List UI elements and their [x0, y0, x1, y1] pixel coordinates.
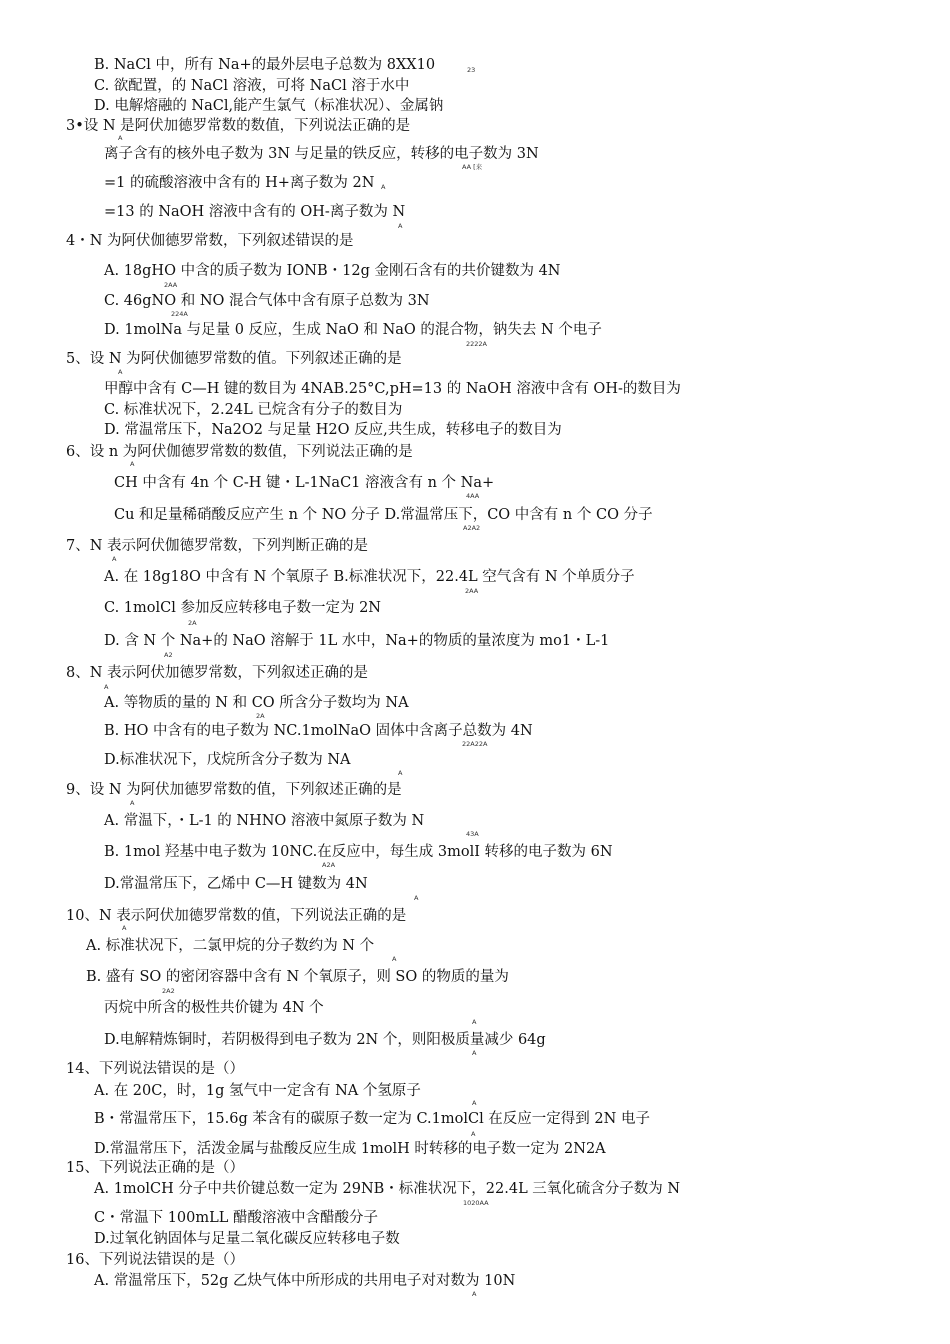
question-8-heading: 8、N 表示阿伏加德罗常数，下列叙述正确的是 — [66, 665, 369, 681]
text-line: =13 的 NaOH 溶液中含有的 OH-离子数为 N — [104, 204, 406, 220]
subscript-mark: A2A — [322, 861, 336, 869]
option-line: D.标准状况下，戊烷所含分子数为 NA — [104, 752, 351, 768]
option-line: C. 标准状况下，2.24L 已烷含有分子的数目为 — [104, 402, 403, 418]
subscript-mark: 2A2 — [162, 987, 175, 995]
option-line: D.过氧化钠固体与足量二氧化碳反应转移电子数 — [94, 1231, 400, 1247]
question-4-heading: 4・N 为阿伏伽德罗常数，下列叙述错误的是 — [66, 233, 354, 249]
subscript-mark: A — [118, 368, 123, 376]
subscript-mark: A — [398, 769, 403, 777]
subscript-mark: A — [381, 183, 386, 191]
text-line: D. 电解熔融的 NaCl,能产生氯气（标准状况）、金属钠 — [94, 98, 444, 114]
subscript-mark: 2A — [188, 619, 197, 627]
option-line: D.常温常压下，乙烯中 C—H 键数为 4N — [104, 876, 368, 892]
subscript-mark: 2222A — [466, 340, 487, 348]
subscript-mark: A — [118, 134, 123, 142]
question-14-heading: 14、下列说法错误的是（） — [66, 1061, 244, 1077]
option-line: 甲醇中含有 C—H 键的数目为 4NAB.25°C,pH=13 的 NaOH 溶液中含有 OH-的数目为 — [104, 381, 681, 397]
option-line: D. 常温常压下，Na2O2 与足量 H2O 反应,共生成，转移电子的数目为 — [104, 422, 562, 438]
text-line: B. NaCl 中，所有 Na+的最外层电子总数为 8XX10 — [94, 57, 436, 73]
option-line: CH 中含有 4n 个 C-H 键・L-1NaC1 溶液含有 n 个 Na+ — [114, 475, 495, 491]
subscript-mark: 224A — [171, 310, 188, 318]
subscript-mark: A — [471, 1130, 476, 1138]
subscript-mark: A2 — [164, 651, 173, 659]
option-line: C・常温下 100mLL 醋酸溶液中含醋酸分子 — [94, 1210, 378, 1226]
subscript-mark: A — [472, 1049, 477, 1057]
subscript-mark: 2AA — [164, 281, 178, 289]
subscript-mark: 22A22A — [462, 740, 488, 748]
text-line: C. 欲配置，的 NaCl 溶液，可将 NaCl 溶于水中 — [94, 78, 410, 94]
question-5-heading: 5、设 N 为阿伏伽德罗常数的值。下列叙述正确的是 — [66, 351, 402, 367]
option-line: A. 1molCH 分子中共价键总数一定为 29NB・标准状况下，22.4L 三氧化硫含分子数为 N — [94, 1181, 681, 1197]
subscript-mark: A — [130, 799, 135, 807]
option-line: A. 常温下，・L-1 的 NHNO 溶液中氮原子数为 N — [104, 813, 425, 829]
option-line: C. 46gNO 和 NO 混合气体中含有原子总数为 3N — [104, 293, 430, 309]
subscript-mark: 43A — [466, 830, 479, 838]
subscript-mark: A — [398, 222, 403, 230]
subscript-mark: 1020AA — [463, 1199, 489, 1207]
subscript-mark: A — [472, 1018, 477, 1026]
text-line: 离子含有的核外电子数为 3N 与足量的铁反应，转移的电子数为 3N — [104, 146, 539, 162]
option-line: B. 盛有 SO 的密闭容器中含有 N 个氧原子，则 SO 的物质的量为 — [86, 969, 509, 985]
subscript-mark: 23 — [467, 66, 476, 74]
question-3-heading: 3•设 N 是阿伏加德罗常数的数值，下列说法正确的是 — [66, 118, 411, 134]
question-16-heading: 16、下列说法错误的是（） — [66, 1252, 244, 1268]
question-10-heading: 10、N 表示阿伏加德罗常数的值，下列说法正确的是 — [66, 908, 407, 924]
subscript-mark: 4AA — [466, 492, 480, 500]
subscript-mark: A — [472, 1290, 477, 1298]
option-line: Cu 和足量稀硝酸反应产生 n 个 NO 分子 D.常温常压下，CO 中含有 n 个 CO 分子 — [114, 507, 653, 523]
option-line: A. 标准状况下，二氯甲烷的分子数约为 N 个 — [86, 938, 375, 954]
option-line: D.电解精炼铜时，若阴极得到电子数为 2N 个，则阳极质量减少 64g — [104, 1032, 546, 1048]
option-line: B. HO 中含有的电子数为 NC.1molNaO 固体中含离子总数为 4N — [104, 723, 533, 739]
option-line: A. 18gHO 中含的质子数为 IONB・12g 金刚石含有的共价键数为 4N — [104, 263, 561, 279]
subscript-mark: 2AA — [465, 587, 479, 595]
subscript-mark: AA [来 — [462, 163, 483, 171]
text-line: =1 的硫酸溶液中含有的 H+离子数为 2N — [104, 175, 375, 191]
subscript-mark: A — [392, 955, 397, 963]
option-line: D. 1molNa 与足量 0 反应，生成 NaO 和 NaO 的混合物，钠失去 N 个电子 — [104, 322, 602, 338]
option-line: D.常温常压下，活泼金属与盐酸反应生成 1molH 时转移的电子数一定为 2N2A — [94, 1141, 606, 1157]
subscript-mark: 2A — [256, 712, 265, 720]
option-line: B・常温常压下，15.6g 苯含有的碳原子数一定为 C.1molCl 在反应一定得到 2N 电子 — [94, 1111, 650, 1127]
subscript-mark: A — [122, 924, 127, 932]
subscript-mark: A — [472, 1099, 477, 1107]
question-9-heading: 9、设 N 为阿伏加德罗常数的值，下列叙述正确的是 — [66, 782, 402, 798]
subscript-mark: A2A2 — [463, 524, 481, 532]
question-7-heading: 7、N 表示阿伏伽德罗常数，下列判断正确的是 — [66, 538, 369, 554]
question-6-heading: 6、设 n 为阿伏伽德罗常数的数值，下列说法正确的是 — [66, 444, 413, 460]
option-line: A. 常温常压下，52g 乙炔气体中所形成的共用电子对对数为 10N — [94, 1273, 516, 1289]
subscript-mark: A — [112, 555, 117, 563]
option-line: C. 1molCl 参加反应转移电子数一定为 2N — [104, 600, 381, 616]
option-line: A. 等物质的量的 N 和 CO 所含分子数均为 NA — [104, 695, 409, 711]
option-line: B. 1mol 羟基中电子数为 10NC.在反应中，每生成 3molI 转移的电子数为 6N — [104, 844, 613, 860]
subscript-mark: A — [414, 894, 419, 902]
question-15-heading: 15、下列说法正确的是（） — [66, 1160, 244, 1176]
subscript-mark: A — [104, 683, 109, 691]
option-line: D. 含 N 个 Na+的 NaO 溶解于 1L 水中，Na+的物质的量浓度为 mo1・L-1 — [104, 633, 610, 649]
option-line: A. 在 20C，时，1g 氢气中一定含有 NA 个氢原子 — [94, 1083, 421, 1099]
option-line: 丙烷中所含的极性共价键为 4N 个 — [104, 1000, 324, 1016]
subscript-mark: A — [130, 460, 135, 468]
option-line: A. 在 18g18O 中含有 N 个氧原子 B.标准状况下，22.4L 空气含有 N 个单质分子 — [104, 569, 635, 585]
